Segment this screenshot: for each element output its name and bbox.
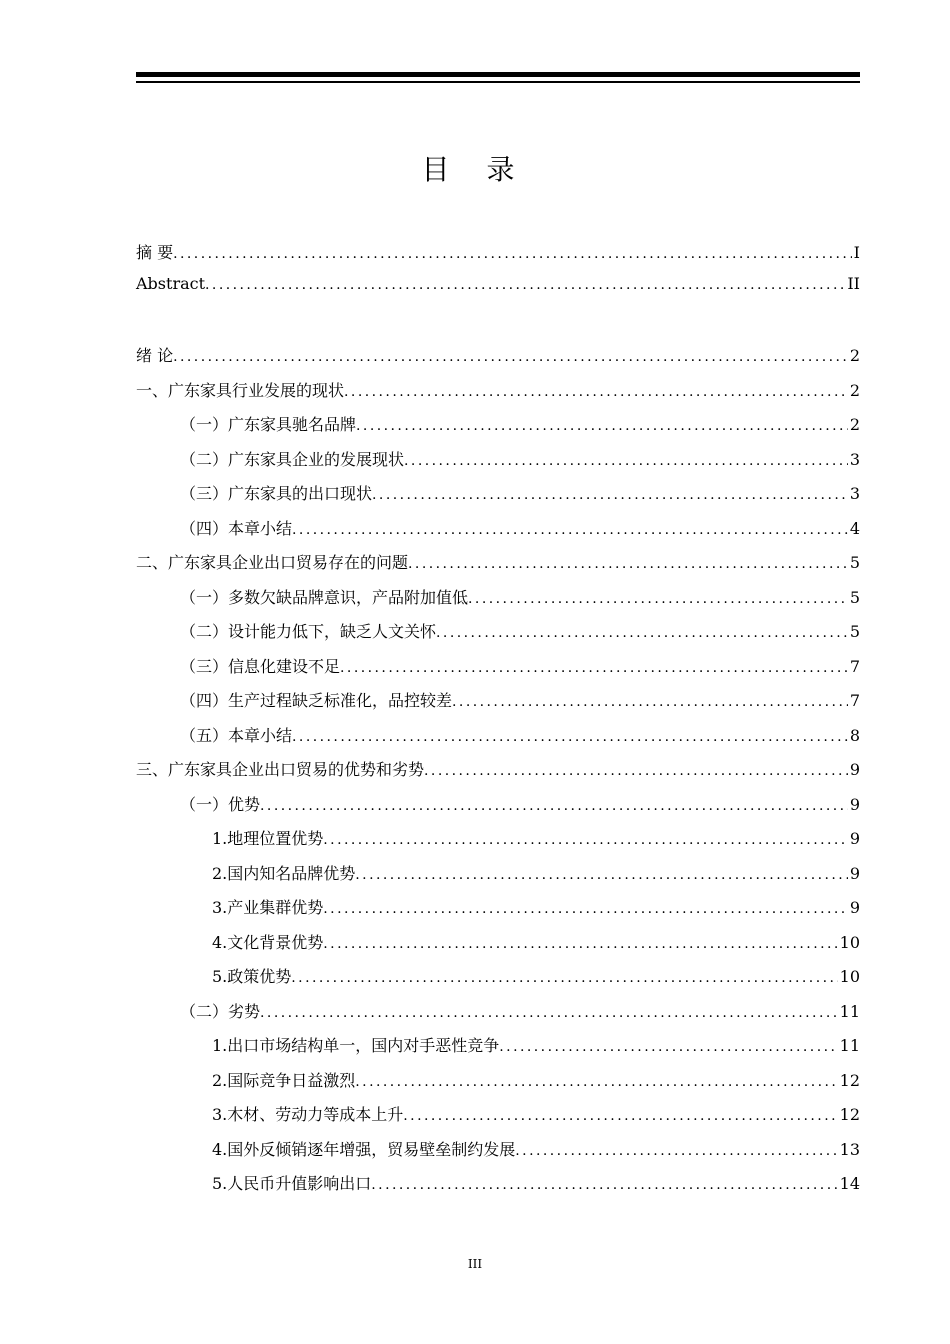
toc-leader-dots — [323, 832, 848, 848]
toc-entry[interactable] — [212, 1068, 860, 1094]
toc-entry[interactable] — [136, 274, 860, 300]
toc-entry-page: 9 — [849, 760, 860, 779]
toc-leader-dots — [371, 1177, 837, 1193]
toc-entry-page: 10 — [839, 967, 860, 986]
toc-entry-label: （二）广东家具企业的发展现状 — [180, 450, 405, 469]
toc-entry-page: 5 — [849, 553, 860, 572]
toc-entry[interactable] — [212, 930, 860, 956]
toc-entry-page: 12 — [839, 1105, 860, 1124]
toc-leader-dots — [323, 901, 848, 917]
toc-entry-label: （二）劣势 — [180, 1002, 261, 1021]
toc-entry-label: 绪 论 — [136, 346, 174, 365]
toc-entry-label: Abstract — [136, 274, 206, 293]
toc-entry[interactable] — [212, 1102, 860, 1128]
toc-leader-dots — [424, 763, 848, 779]
toc-entry-label: 1.地理位置优势 — [212, 829, 324, 848]
toc-entry[interactable] — [180, 516, 860, 542]
toc-leader-dots — [403, 1108, 837, 1124]
toc-entry-label: 5.政策优势 — [212, 967, 292, 986]
toc-leader-dots — [372, 487, 848, 503]
toc-leader-dots — [452, 694, 848, 710]
toc-entry-page: 4 — [849, 519, 860, 538]
toc-entry[interactable] — [212, 895, 860, 921]
toc-leader-dots — [260, 1005, 838, 1021]
toc-entry-label: 4.国外反倾销逐年增强，贸易壁垒制约发展 — [212, 1140, 516, 1159]
toc-leader-dots — [205, 277, 845, 293]
toc-entry-page: 2 — [849, 415, 860, 434]
toc-entry-label: 3.木材、劳动力等成本上升 — [212, 1105, 404, 1124]
toc-entry-label: （一）广东家具驰名品牌 — [180, 415, 357, 434]
toc-entry-page: 5 — [849, 588, 860, 607]
toc-leader-dots — [468, 591, 848, 607]
toc-leader-dots — [515, 1143, 837, 1159]
toc-leader-dots — [323, 936, 837, 952]
toc-entry-page: I — [853, 243, 860, 262]
toc-entry-page: 5 — [849, 622, 860, 641]
toc-entry-label: 4.文化背景优势 — [212, 933, 324, 952]
toc-leader-dots — [173, 246, 852, 262]
toc-entry-page: 12 — [839, 1071, 860, 1090]
toc-entry-page: 2 — [849, 346, 860, 365]
toc-entry[interactable] — [212, 1033, 860, 1059]
toc-entry-page: 9 — [849, 795, 860, 814]
toc-entry[interactable] — [180, 688, 860, 714]
toc-entry[interactable] — [180, 723, 860, 749]
toc-entry[interactable] — [136, 240, 860, 266]
page-number: III — [467, 1257, 483, 1271]
toc-entry[interactable] — [180, 619, 860, 645]
toc-entry[interactable] — [136, 343, 860, 369]
toc-entry[interactable] — [212, 861, 860, 887]
toc-leader-dots — [408, 556, 848, 572]
toc-entry-page: 11 — [839, 1036, 860, 1055]
toc-title: 目 录 — [421, 153, 529, 186]
toc-leader-dots — [292, 522, 848, 538]
toc-leader-dots — [173, 349, 848, 365]
toc-entry-page: 10 — [839, 933, 860, 952]
toc-entry-label: 2.国内知名品牌优势 — [212, 864, 356, 883]
toc-entry-page: 13 — [839, 1140, 860, 1159]
toc-leader-dots — [291, 970, 837, 986]
toc-entry[interactable] — [212, 1171, 860, 1197]
toc-entry[interactable] — [136, 378, 860, 404]
toc-entry[interactable] — [212, 1137, 860, 1163]
toc-entry-label: 三、广东家具企业出口贸易的优势和劣势 — [136, 760, 425, 779]
toc-entry[interactable] — [136, 757, 860, 783]
toc-leader-dots — [355, 1074, 837, 1090]
toc-leader-dots — [436, 625, 848, 641]
toc-leader-dots — [292, 729, 848, 745]
toc-entry-label: （五）本章小结 — [180, 726, 293, 745]
toc-entry-page: 7 — [849, 691, 860, 710]
toc-entry-label: 摘 要 — [136, 243, 174, 262]
toc-entry-page: 14 — [839, 1174, 860, 1193]
toc-entry-page: 8 — [849, 726, 860, 745]
toc-entry-page: 9 — [849, 864, 860, 883]
toc-leader-dots — [340, 660, 848, 676]
toc-entry-label: 一、广东家具行业发展的现状 — [136, 381, 345, 400]
toc-entry[interactable] — [180, 481, 860, 507]
toc-entry[interactable] — [180, 792, 860, 818]
toc-entry-page: 11 — [839, 1002, 860, 1021]
toc-entry-page: 3 — [849, 450, 860, 469]
toc-leader-dots — [344, 384, 848, 400]
toc-entry-label: （三）广东家具的出口现状 — [180, 484, 373, 503]
toc-leader-dots — [404, 453, 848, 469]
toc-entry-label: 1.出口市场结构单一，国内对手恶性竞争 — [212, 1036, 500, 1055]
toc-entry[interactable] — [136, 550, 860, 576]
toc-entry-label: 5.人民币升值影响出口 — [212, 1174, 372, 1193]
toc-entry[interactable] — [180, 412, 860, 438]
toc-entry-page: 9 — [849, 829, 860, 848]
toc-entry[interactable] — [180, 999, 860, 1025]
toc-entry-label: 2.国际竞争日益激烈 — [212, 1071, 356, 1090]
toc-entry[interactable] — [212, 826, 860, 852]
toc-entry[interactable] — [212, 964, 860, 990]
toc-entry-label: （一）优势 — [180, 795, 261, 814]
toc-entry[interactable] — [180, 585, 860, 611]
toc-entry-page: 3 — [849, 484, 860, 503]
toc-leader-dots — [356, 418, 848, 434]
toc-entry-label: 二、广东家具企业出口贸易存在的问题 — [136, 553, 409, 572]
toc-entry[interactable] — [180, 447, 860, 473]
toc-entry-label: （三）信息化建设不足 — [180, 657, 341, 676]
toc-entry-page: II — [847, 274, 860, 293]
toc-entry-label: （四）本章小结 — [180, 519, 293, 538]
header-rule-thick — [136, 72, 860, 77]
toc-entry-page: 7 — [849, 657, 860, 676]
toc-entry-label: （四）生产过程缺乏标准化，品控较差 — [180, 691, 453, 710]
toc-entry-page: 2 — [849, 381, 860, 400]
toc-leader-dots — [355, 867, 848, 883]
toc-entry[interactable] — [180, 654, 860, 680]
toc-entry-label: （一）多数欠缺品牌意识，产品附加值低 — [180, 588, 469, 607]
header-rule-thin — [136, 81, 860, 83]
toc-entry-label: （二）设计能力低下，缺乏人文关怀 — [180, 622, 437, 641]
toc-leader-dots — [260, 798, 848, 814]
toc-entry-label: 3.产业集群优势 — [212, 898, 324, 917]
toc-leader-dots — [499, 1039, 837, 1055]
toc-entry-page: 9 — [849, 898, 860, 917]
